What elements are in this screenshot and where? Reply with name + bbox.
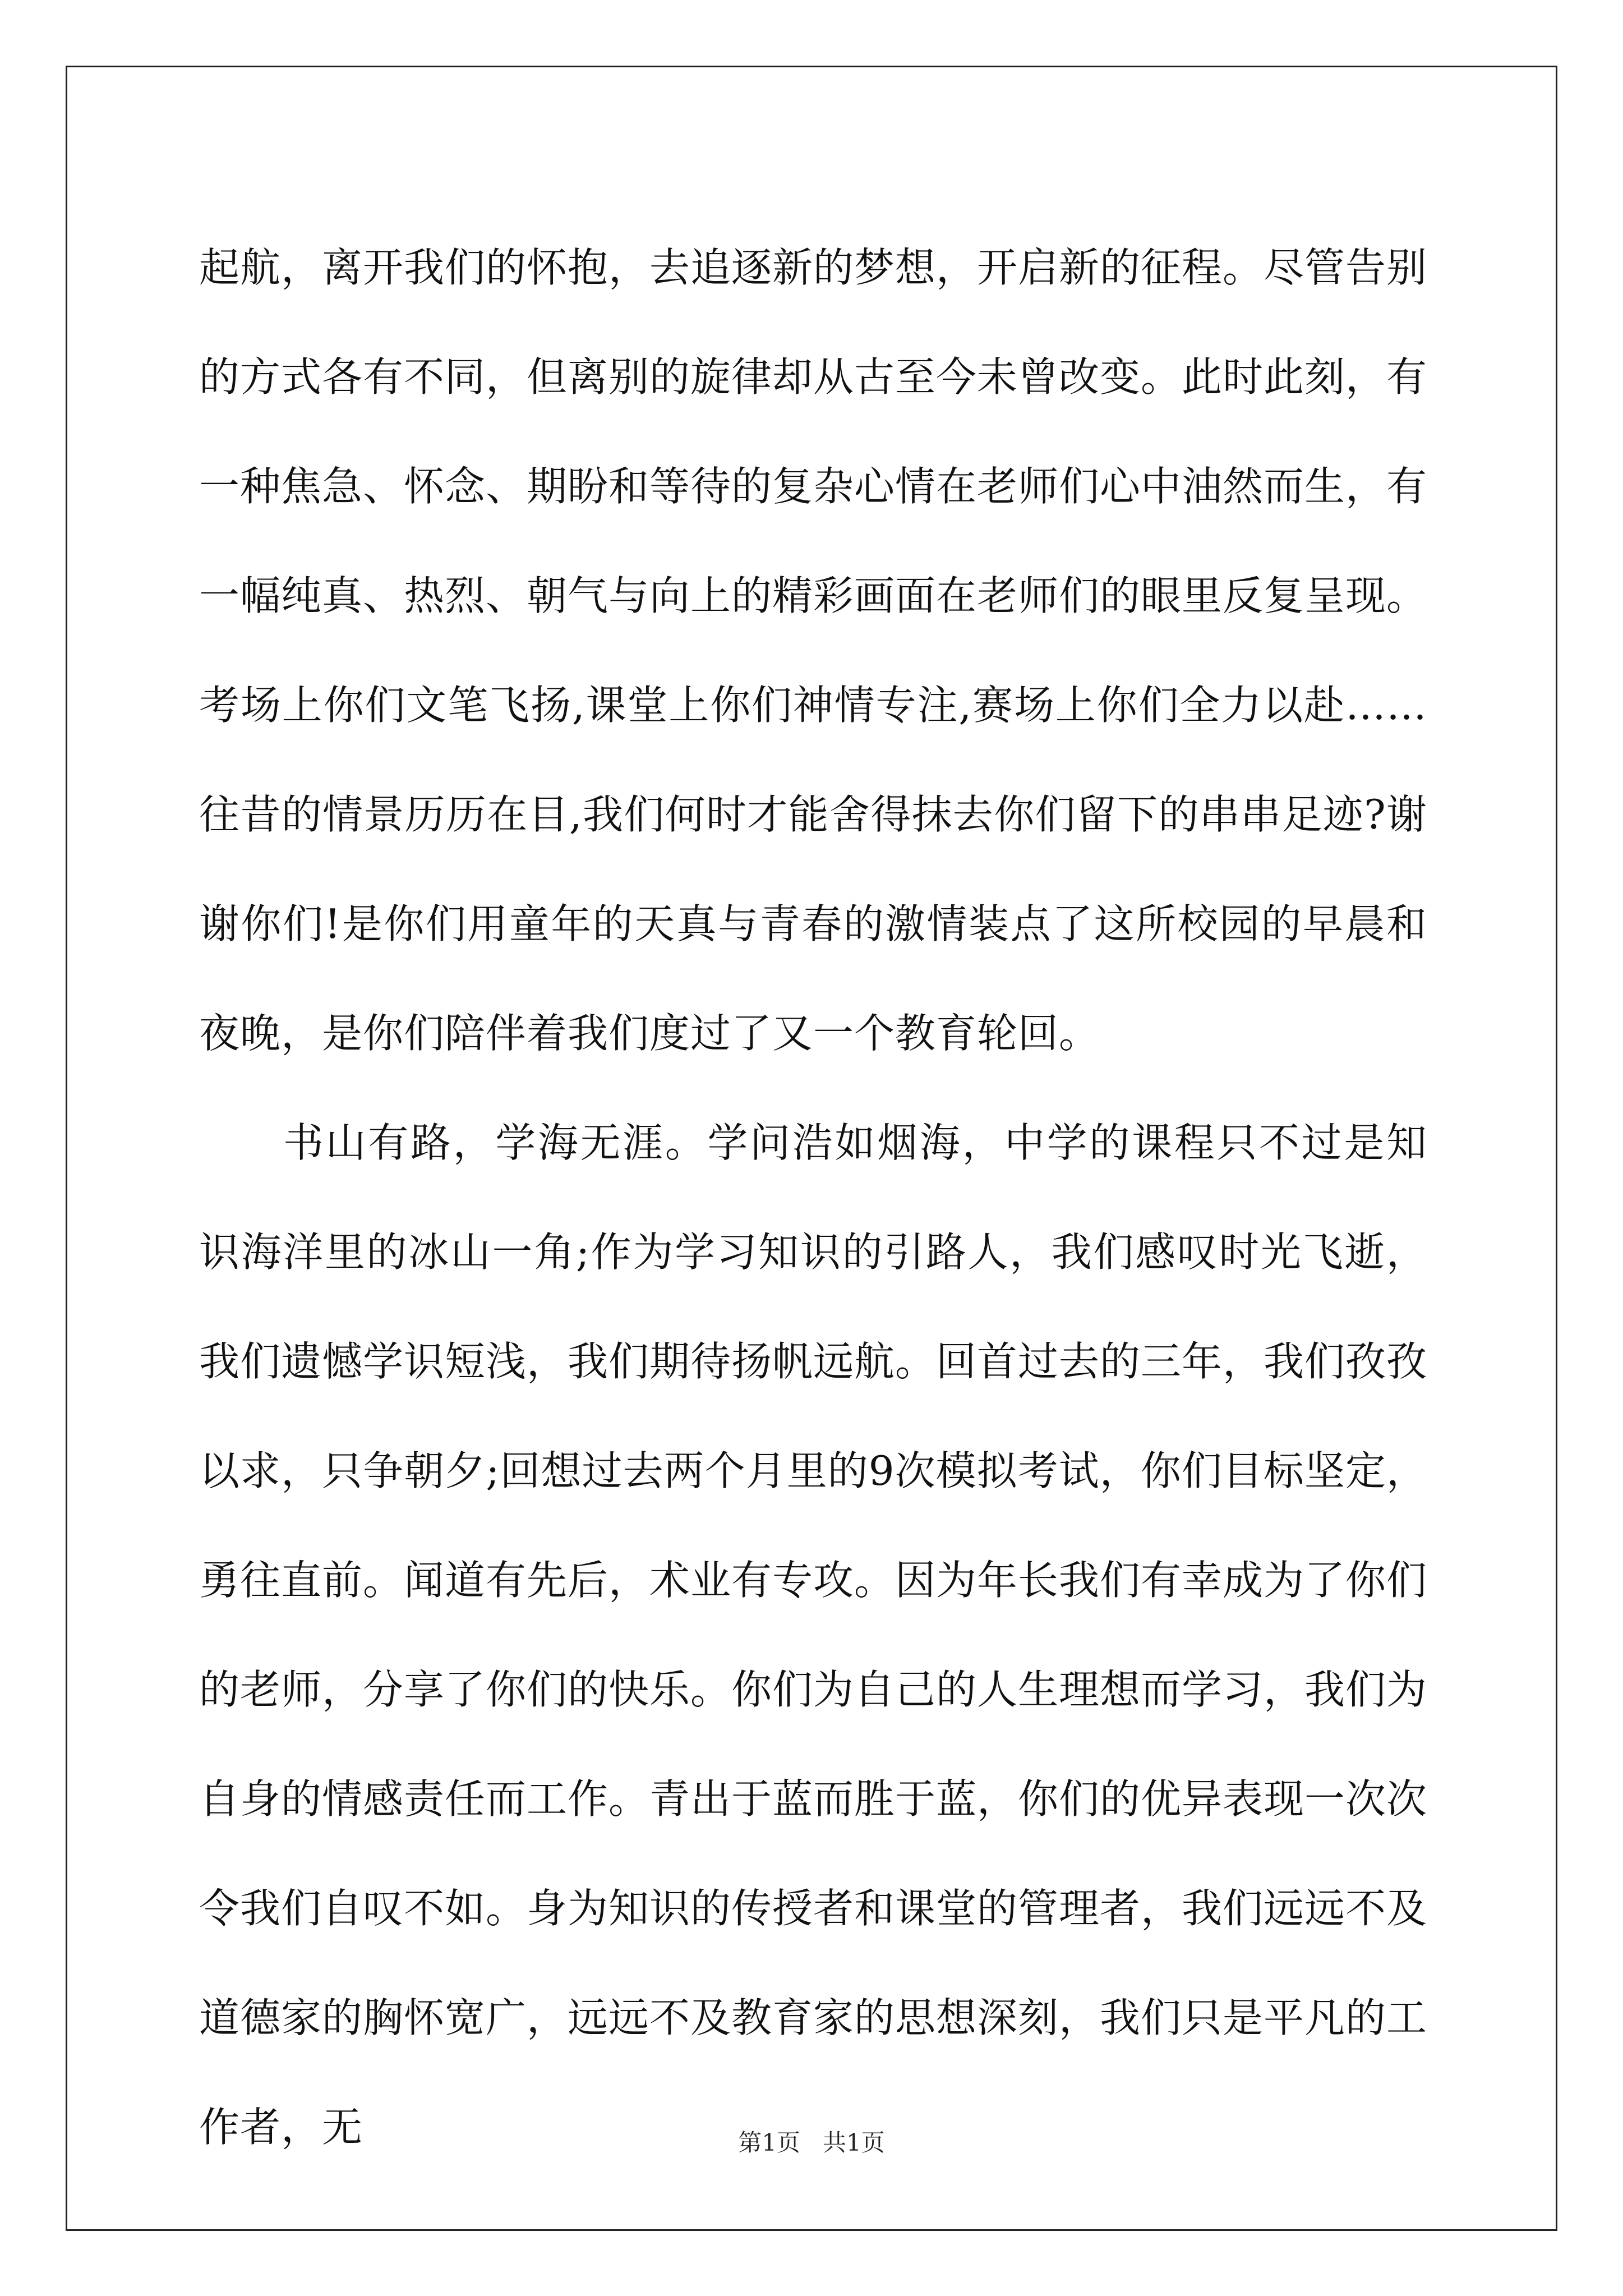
page-total: 共1页 [823, 2129, 885, 2156]
paragraph-2: 书山有路，学海无涯。学问浩如烟海，中学的课程只不过是知识海洋里的冰山一角;作为学习知识的引路人，我们感叹时光飞逝，我们遗憾学识短浅，我们期待扬帆远航。回首过去的三年，我们孜孜以求，只争朝夕;回想过去两个月里的9次模拟考试，你们目标坚定，勇往直前。闻道有先后，术业有专攻。因为年长我们有幸成为了你们的老师，分享了你们的快乐。你们为自己的人生理想而学习，我们为自身的情感责任而工作。青出于蓝而胜于蓝，你们的优异表现一次次令我们自叹不如。身为知识的传授者和课堂的管理者，我们远远不及道德家的胸怀宽广，远远不及教育家的思想深刻，我们只是平凡的工作者，无 [199, 1119, 1428, 2151]
document-body [199, 213, 1427, 2182]
page-number: 第1页 [738, 2129, 800, 2156]
paragraph-1: 起航，离开我们的怀抱，去追逐新的梦想，开启新的征程。尽管告别的方式各有不同，但离别的旋律却从古至今未曾改变。此时此刻，有一种焦急、怀念、期盼和等待的复杂心情在老师们心中油然而生，有一幅纯真、热烈、朝气与向上的精彩画面在老师们的眼里反复呈现。考场上你们文笔飞扬,课堂上你们神情专注,赛场上你们全力以赴……往昔的情景历历在目,我们何时才能舍得抹去你们留下的串串足迹?谢谢你们!是你们用童年的天真与青春的激情装点了这所校园的早晨和夜晚，是你们陪伴着我们度过了又一个教育轮回。 [199, 244, 1428, 1057]
page-footer [0, 2126, 1623, 2160]
